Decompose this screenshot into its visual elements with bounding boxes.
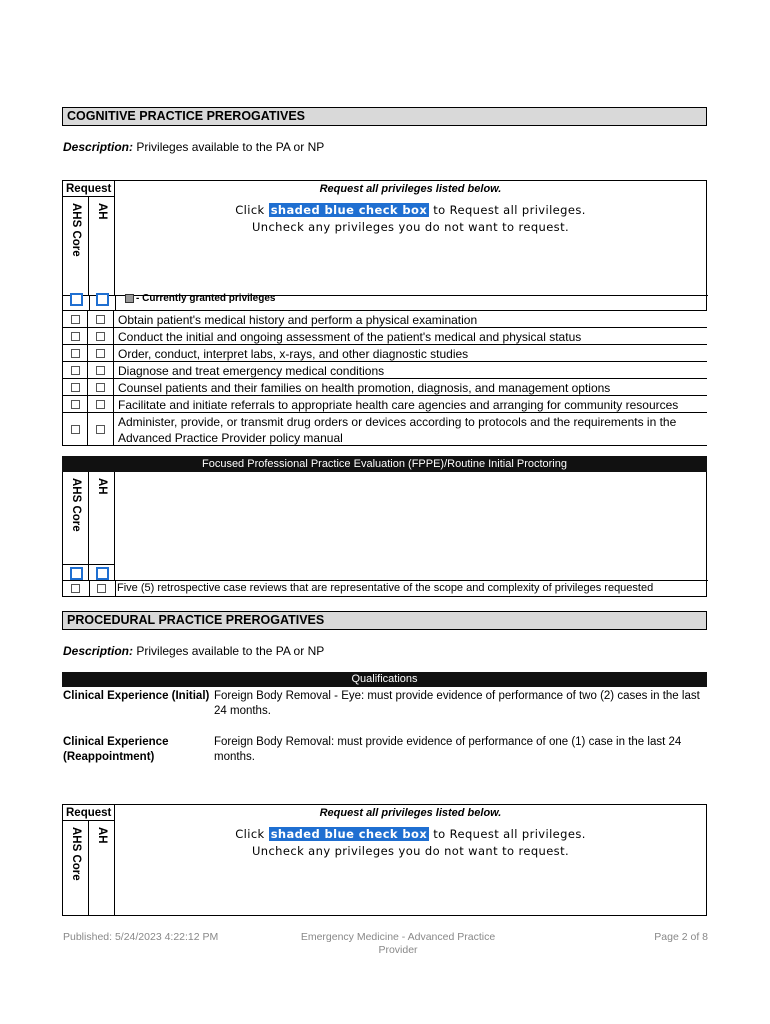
list-item xyxy=(62,362,707,379)
privilege-text: Order, conduct, interpret labs, x-rays, and other diagnostic studies xyxy=(118,347,469,361)
select-all-ahs-core-checkbox[interactable] xyxy=(70,293,83,306)
privilege-text: Obtain patient's medical history and perform a physical examination xyxy=(118,313,478,327)
ahs-core-label: AHS Core xyxy=(70,827,82,881)
ahs-core-label: AHS Core xyxy=(70,203,82,257)
uncheck-instruction: Uncheck any privileges you do not want to request. xyxy=(251,220,570,234)
request-header: Request xyxy=(63,805,115,821)
shaded-blue-highlight: shaded blue check box xyxy=(270,203,428,217)
page-number: Page 2 of 8 xyxy=(654,931,708,943)
ahs-core-column xyxy=(63,821,89,915)
list-item xyxy=(62,396,707,413)
ah-column xyxy=(89,821,115,915)
fppe-box xyxy=(62,472,707,597)
list-item xyxy=(62,311,707,328)
select-all-ah-checkbox[interactable] xyxy=(96,293,109,306)
ahs-core-checkbox[interactable] xyxy=(71,349,80,358)
privilege-text: Administer, provide, or transmit drug orders or devices according to protocols and the requirements in the Advanced Practice Provider policy manual xyxy=(118,415,677,445)
ah-label: AH xyxy=(96,478,108,495)
click-post-text: to Request all privileges. xyxy=(433,827,586,841)
list-item xyxy=(62,413,707,446)
divider xyxy=(115,580,116,596)
ahs-core-checkbox[interactable] xyxy=(71,332,80,341)
privilege-text: Facilitate and initiate referrals to appropriate health care agencies and arranging for community resources xyxy=(118,398,679,412)
click-instruction xyxy=(115,202,706,219)
procedural-description xyxy=(63,644,324,658)
divider xyxy=(89,580,90,596)
ahs-core-column xyxy=(63,197,89,295)
ahs-core-checkbox[interactable] xyxy=(71,584,80,593)
procedural-request-box xyxy=(62,804,707,916)
fppe-title: Focused Professional Practice Evaluation (FPPE)/Routine Initial Proctoring xyxy=(62,456,707,472)
description-label: Description: xyxy=(63,140,134,154)
select-all-ahs-core-checkbox[interactable] xyxy=(70,567,83,580)
ah-checkbox[interactable] xyxy=(97,584,106,593)
ah-checkbox[interactable] xyxy=(96,332,105,341)
clinical-experience-initial-text: Foreign Body Removal - Eye: must provide evidence of performance of two (2) cases in the last 24 months. xyxy=(214,690,700,717)
clinical-experience-reappointment-text: Foreign Body Removal: must provide evidence of performance of one (1) case in the last 24 months. xyxy=(214,736,682,763)
ah-checkbox[interactable] xyxy=(96,315,105,324)
ahs-core-checkbox[interactable] xyxy=(71,425,80,434)
list-item xyxy=(62,345,707,362)
fppe-item-text: Five (5) retrospective case reviews that are representative of the scope and complexity of privileges requested xyxy=(117,582,654,594)
request-header: Request xyxy=(63,181,115,197)
description-text: Privileges available to the PA or NP xyxy=(136,140,325,154)
ahs-core-checkbox[interactable] xyxy=(71,366,80,375)
description-text: Privileges available to the PA or NP xyxy=(136,644,325,658)
ah-checkbox[interactable] xyxy=(96,349,105,358)
privilege-text: Diagnose and treat emergency medical conditions xyxy=(118,364,385,378)
cognitive-description xyxy=(63,140,324,154)
click-pre-text: Click xyxy=(235,203,265,217)
request-title: Request all privileges listed below. xyxy=(319,183,502,195)
select-all-ah-checkbox[interactable] xyxy=(96,567,109,580)
click-instruction xyxy=(115,826,706,843)
shaded-blue-highlight: shaded blue check box xyxy=(270,827,428,841)
qualifications-header: Qualifications xyxy=(62,672,707,687)
uncheck-instruction: Uncheck any privileges you do not want to request. xyxy=(251,844,570,858)
click-post-text: to Request all privileges. xyxy=(433,203,586,217)
ah-column xyxy=(89,197,115,295)
privilege-text: Conduct the initial and ongoing assessment of the patient's medical and physical status xyxy=(118,330,582,344)
document-title-footer: Emergency Medicine - Advanced Practice Provider xyxy=(300,931,496,956)
ah-checkbox[interactable] xyxy=(96,366,105,375)
description-label: Description: xyxy=(63,644,134,658)
published-timestamp: Published: 5/24/2023 4:22:12 PM xyxy=(63,931,219,943)
click-pre-text: Click xyxy=(235,827,265,841)
granted-legend-text: - Currently granted privileges xyxy=(136,293,276,304)
cognitive-section-title: COGNITIVE PRACTICE PREROGATIVES xyxy=(62,107,707,126)
request-title: Request all privileges listed below. xyxy=(319,807,502,819)
clinical-experience-reappointment-label: Clinical Experience (Reappointment) xyxy=(63,736,169,763)
privilege-text: Counsel patients and their families on health promotion, diagnosis, and management options xyxy=(118,381,611,395)
ah-label: AH xyxy=(96,203,108,220)
ah-checkbox[interactable] xyxy=(96,383,105,392)
ah-checkbox[interactable] xyxy=(96,400,105,409)
list-item xyxy=(62,328,707,345)
ah-label: AH xyxy=(96,827,108,844)
cognitive-request-box xyxy=(62,180,707,311)
procedural-section-title: PROCEDURAL PRACTICE PREROGATIVES xyxy=(62,611,707,630)
ahs-core-checkbox[interactable] xyxy=(71,315,80,324)
divider xyxy=(115,295,116,311)
ahs-core-checkbox[interactable] xyxy=(71,383,80,392)
list-item xyxy=(62,379,707,396)
granted-legend-checkbox-icon xyxy=(125,294,134,303)
ahs-core-label: AHS Core xyxy=(70,478,82,532)
divider xyxy=(89,295,90,311)
divider xyxy=(63,564,115,565)
clinical-experience-initial-label: Clinical Experience (Initial) xyxy=(63,690,210,702)
ah-checkbox[interactable] xyxy=(96,425,105,434)
ahs-core-checkbox[interactable] xyxy=(71,400,80,409)
